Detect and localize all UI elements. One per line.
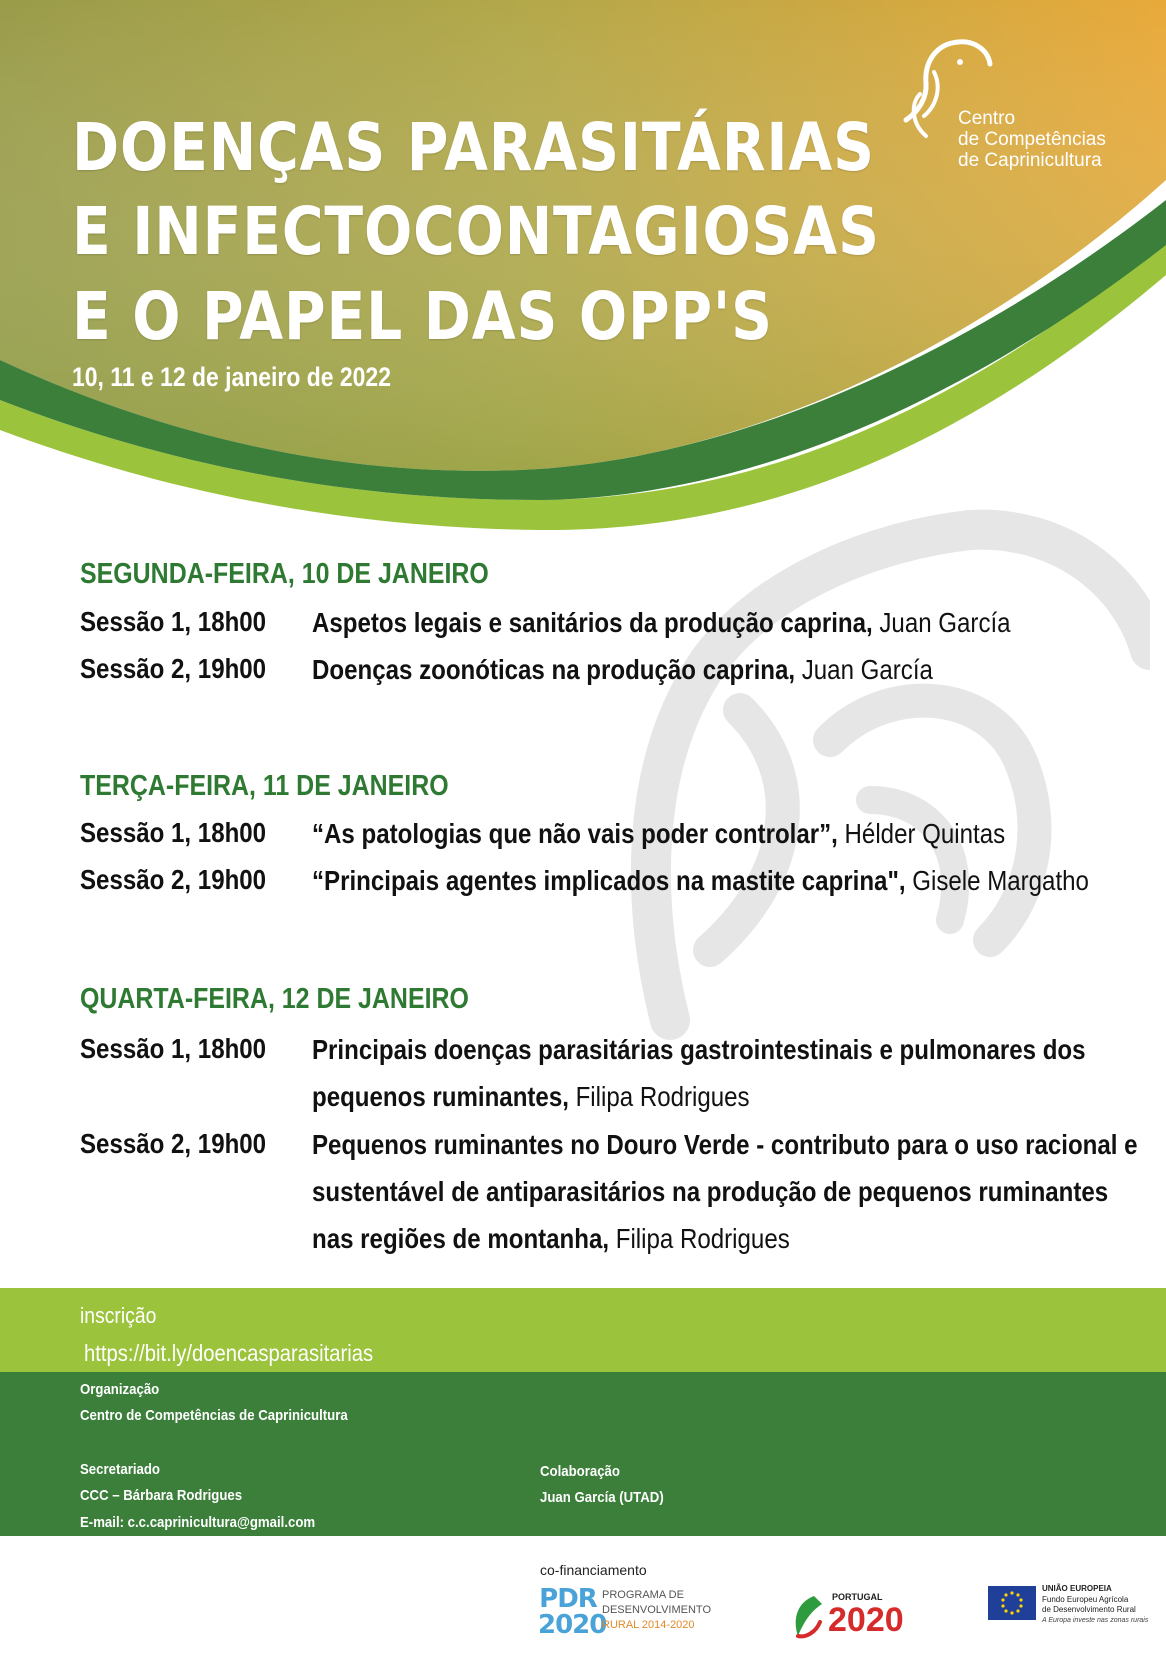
session-text [312,857,1147,904]
day-heading-wednesday: QUARTA-FEIRA, 12 DE JANEIRO [80,983,469,1015]
session-speaker: Juan García [795,654,933,685]
session-label: Sessão 1, 18h00 [80,817,267,848]
session-text [312,646,1147,693]
session-speaker: Juan García [872,607,1011,638]
session-title: Principais doenças parasitárias gastrointestinais e pulmonares dos pequenos ruminantes, [312,1034,1086,1112]
session-label: Sessão 1, 18h00 [80,1033,267,1064]
portugal-2020-label: 2020 [828,1601,904,1639]
portugal-label: PORTUGAL [832,1592,883,1602]
logo-line-1: Centro [958,108,1016,129]
session-label: Sessão 2, 19h00 [80,864,267,895]
session-speaker: Filipa Rodrigues [609,1223,790,1254]
portugal-leaf-icon [788,1592,828,1642]
pdr-mark-icon: PDR 2020 [538,1584,607,1640]
portugal2020-logo [788,1584,928,1648]
day-heading-tuesday: TERÇA-FEIRA, 11 DE JANEIRO [80,770,449,802]
session-text [312,1121,1147,1262]
eu-line-2: Fundo Europeu Agrícola [1042,1595,1129,1604]
session-title: Aspetos legais e sanitários da produção caprina, [312,607,873,638]
pdr-line-1: PROGRAMA DE [602,1589,684,1601]
session-title: “Principais agentes implicados na mastite caprina", [312,865,906,896]
pdr-line-3: RURAL 2014-2020 [602,1619,695,1631]
pdr2020-logo [538,1584,778,1648]
collaboration-value: Juan García (UTAD) [540,1489,664,1506]
collaboration-label: Colaboração [540,1463,620,1480]
eu-line-1: UNIÃO EUROPEIA [1042,1584,1112,1593]
session-label: Sessão 2, 19h00 [80,653,267,684]
title-line-1: DOENÇAS PARASITÁRIAS [72,109,875,186]
session-text [312,1026,1147,1120]
event-date: 10, 11 e 12 de janeiro de 2022 [72,362,391,392]
eu-flag-icon [988,1586,1036,1620]
organization-label: Organização [80,1381,160,1398]
goat-watermark-icon [410,500,1150,1060]
logo-line-3: de Caprinicultura [958,150,1102,171]
eu-line-4: A Europa investe nas zonas rurais [1042,1617,1149,1624]
session-text [312,810,1147,857]
day-heading-monday: SEGUNDA-FEIRA, 10 DE JANEIRO [80,558,489,590]
session-label: Sessão 2, 19h00 [80,1128,267,1159]
secretariat-label: Secretariado [80,1461,160,1478]
pdr-line-2: DESENVOLVIMENTO [602,1604,712,1616]
registration-link[interactable]: https://bit.ly/doencasparasitarias [84,1340,374,1366]
organization-value: Centro de Competências de Caprinicultura [80,1407,348,1424]
session-title: “As patologias que não vais poder controlar”, [312,818,838,849]
session-label: Sessão 1, 18h00 [80,606,267,637]
session-title: Doenças zoonóticas na produção caprina, [312,654,796,685]
eu-line-3: de Desenvolvimento Rural [1042,1605,1136,1614]
session-speaker: Filipa Rodrigues [568,1081,750,1112]
logo-line-2: de Competências [958,129,1106,150]
registration-label: inscrição [80,1303,157,1328]
session-text [312,599,1147,646]
title-line-3: E O PAPEL DAS OPP'S [72,278,773,355]
eu-feader-logo [988,1582,1163,1648]
email-text[interactable]: E-mail: c.c.caprinicultura@gmail.com [80,1514,316,1531]
organization-band [0,1372,1166,1536]
cofinancing-label: co-financiamento [540,1562,647,1578]
session-speaker: Hélder Quintas [837,818,1006,849]
session-title: Pequenos ruminantes no Douro Verde - contributo para o uso racional e sustentável de antiparasitários na produção de pequenos ruminantes nas regiões de montanha, [312,1129,1138,1254]
session-speaker: Gisele Margatho [905,865,1089,896]
secretariat-value: CCC – Bárbara Rodrigues [80,1487,243,1504]
title-line-2: E INFECTOCONTAGIOSAS [72,193,880,270]
